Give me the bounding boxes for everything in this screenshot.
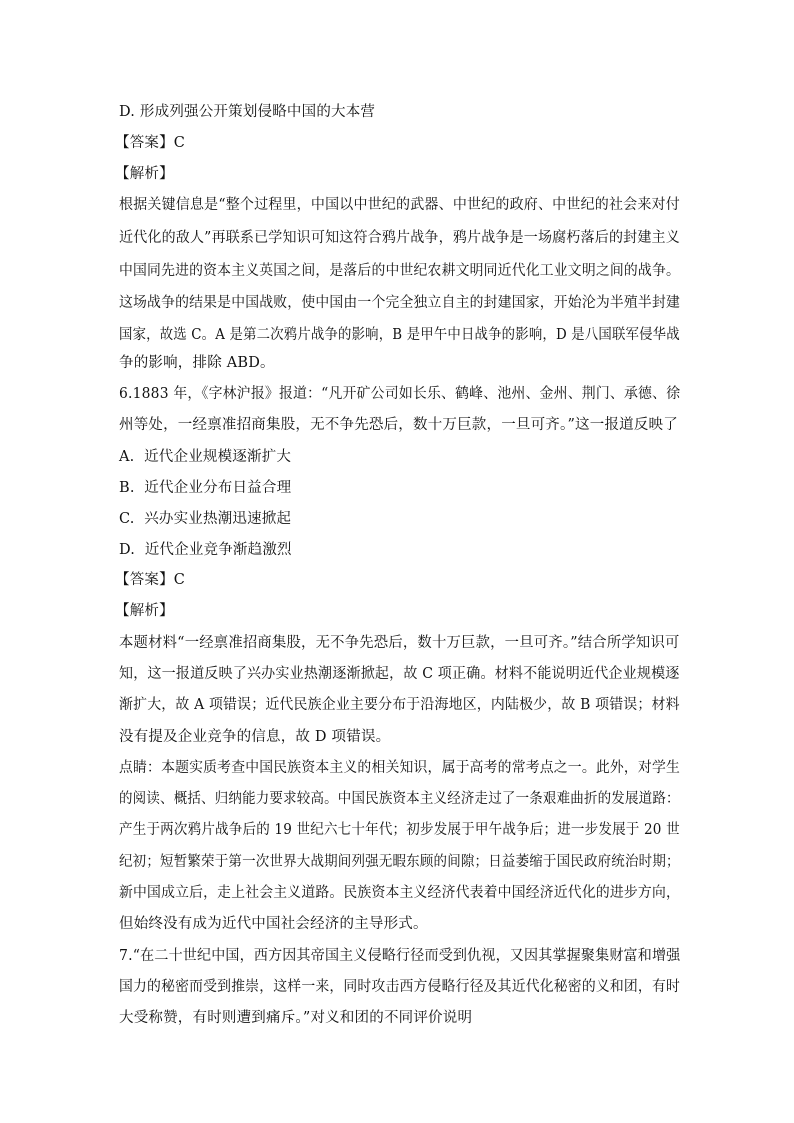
analysis-label: 【解析】 xyxy=(115,603,174,619)
option-d-prev: D. 形成列强公开策划侵略中国的大本营 xyxy=(119,104,376,120)
analysis-label: 【解析】 xyxy=(115,166,174,182)
comment-text: 产生于两次鸦片战争后的 19 世纪六七十年代；初步发展于甲午战争后；进一步发展于 20 世 xyxy=(119,822,680,838)
question-7-stem: 国力的秘密而受到推崇，这样一来，同时攻击西方侵略行径及其近代化秘密的义和团，有时 xyxy=(119,979,681,995)
analysis-text: 知，这一报道反映了兴办实业热潮逐渐掀起，故 C 项正确。材料不能说明近代企业规模逐 xyxy=(119,666,680,682)
analysis-text: 争的影响，排除 ABD。 xyxy=(119,355,275,371)
analysis-text: 这场战争的结果是中国战败，使中国由一个完全独立自主的封建国家，开始沦为半殖半封建 xyxy=(119,295,681,311)
comment-text: 的阅读、概括、归纳能力要求较高。中国民族资本主义经济走过了一条艰难曲折的发展道路： xyxy=(119,791,680,807)
option-c: C. 兴办实业热潮迅速掀起 xyxy=(119,511,292,527)
analysis-text: 国家，故选 C。A 是第二次鸦片战争的影响，B 是甲午中日战争的影响，D 是八国联军侵华战 xyxy=(119,327,680,343)
analysis-text: 中国同先进的资本主义英国之间，是落后的中世纪农耕文明同近代化工业文明之间的战争。 xyxy=(119,263,681,279)
option-d: D. 近代企业竞争渐趋激烈 xyxy=(119,542,292,558)
answer-label: 【答案】C xyxy=(115,135,186,151)
comment-text: 但始终没有成为近代中国社会经济的主导形式。 xyxy=(119,916,428,932)
analysis-text: 近代化的敌人”再联系已学知识可知这符合鸦片战争，鸦片战争是一场腐朽落后的封建主义 xyxy=(119,230,680,246)
option-a: A. 近代企业规模逐渐扩大 xyxy=(119,449,292,465)
comment-text: 纪初；短暂繁荣于第一次世界大战期间列强无暇东顾的间隙；日益萎缩于国民政府统治时期； xyxy=(119,854,680,870)
option-b: B. 近代企业分布日益合理 xyxy=(119,480,292,496)
analysis-text: 根据关键信息是“整个过程里，中国以中世纪的武器、中世纪的政府、中世纪的社会来对付 xyxy=(119,197,680,213)
question-6-stem: 州等处，一经禀准招商集股，无不争先恐后，数十万巨款，一旦可齐。”这一报道反映了 xyxy=(119,417,678,433)
analysis-text: 渐扩大，故 A 项错误；近代民族企业主要分布于沿海地区，内陆极少，故 B 项错误；材料 xyxy=(119,697,680,713)
analysis-text: 没有提及企业竞争的信息，故 D 项错误。 xyxy=(119,729,391,745)
question-7-stem: 大受称赞，有时则遭到痛斥。”对义和团的不同评价说明 xyxy=(119,1010,473,1026)
comment-text: 点睛：本题实质考查中国民族资本主义的相关知识，属于高考的常考点之一。此外，对学生 xyxy=(119,760,681,776)
comment-text: 新中国成立后，走上社会主义道路。民族资本主义经济代表着中国经济近代化的进步方向， xyxy=(119,885,681,901)
question-6-stem: 6.1883 年，《字林沪报》报道：“凡开矿公司如长乐、鹤峰、池州、金州、荆门、承德、徐 xyxy=(119,386,681,402)
analysis-text: 本题材料“一经禀准招商集股，无不争先恐后，数十万巨款，一旦可齐。”结合所学知识可 xyxy=(119,635,680,651)
question-7-stem: 7.“在二十世纪中国，西方因其帝国主义侵略行径而受到仇视，又因其掌握聚集财富和增强 xyxy=(119,948,681,964)
answer-label: 【答案】C xyxy=(115,572,186,588)
